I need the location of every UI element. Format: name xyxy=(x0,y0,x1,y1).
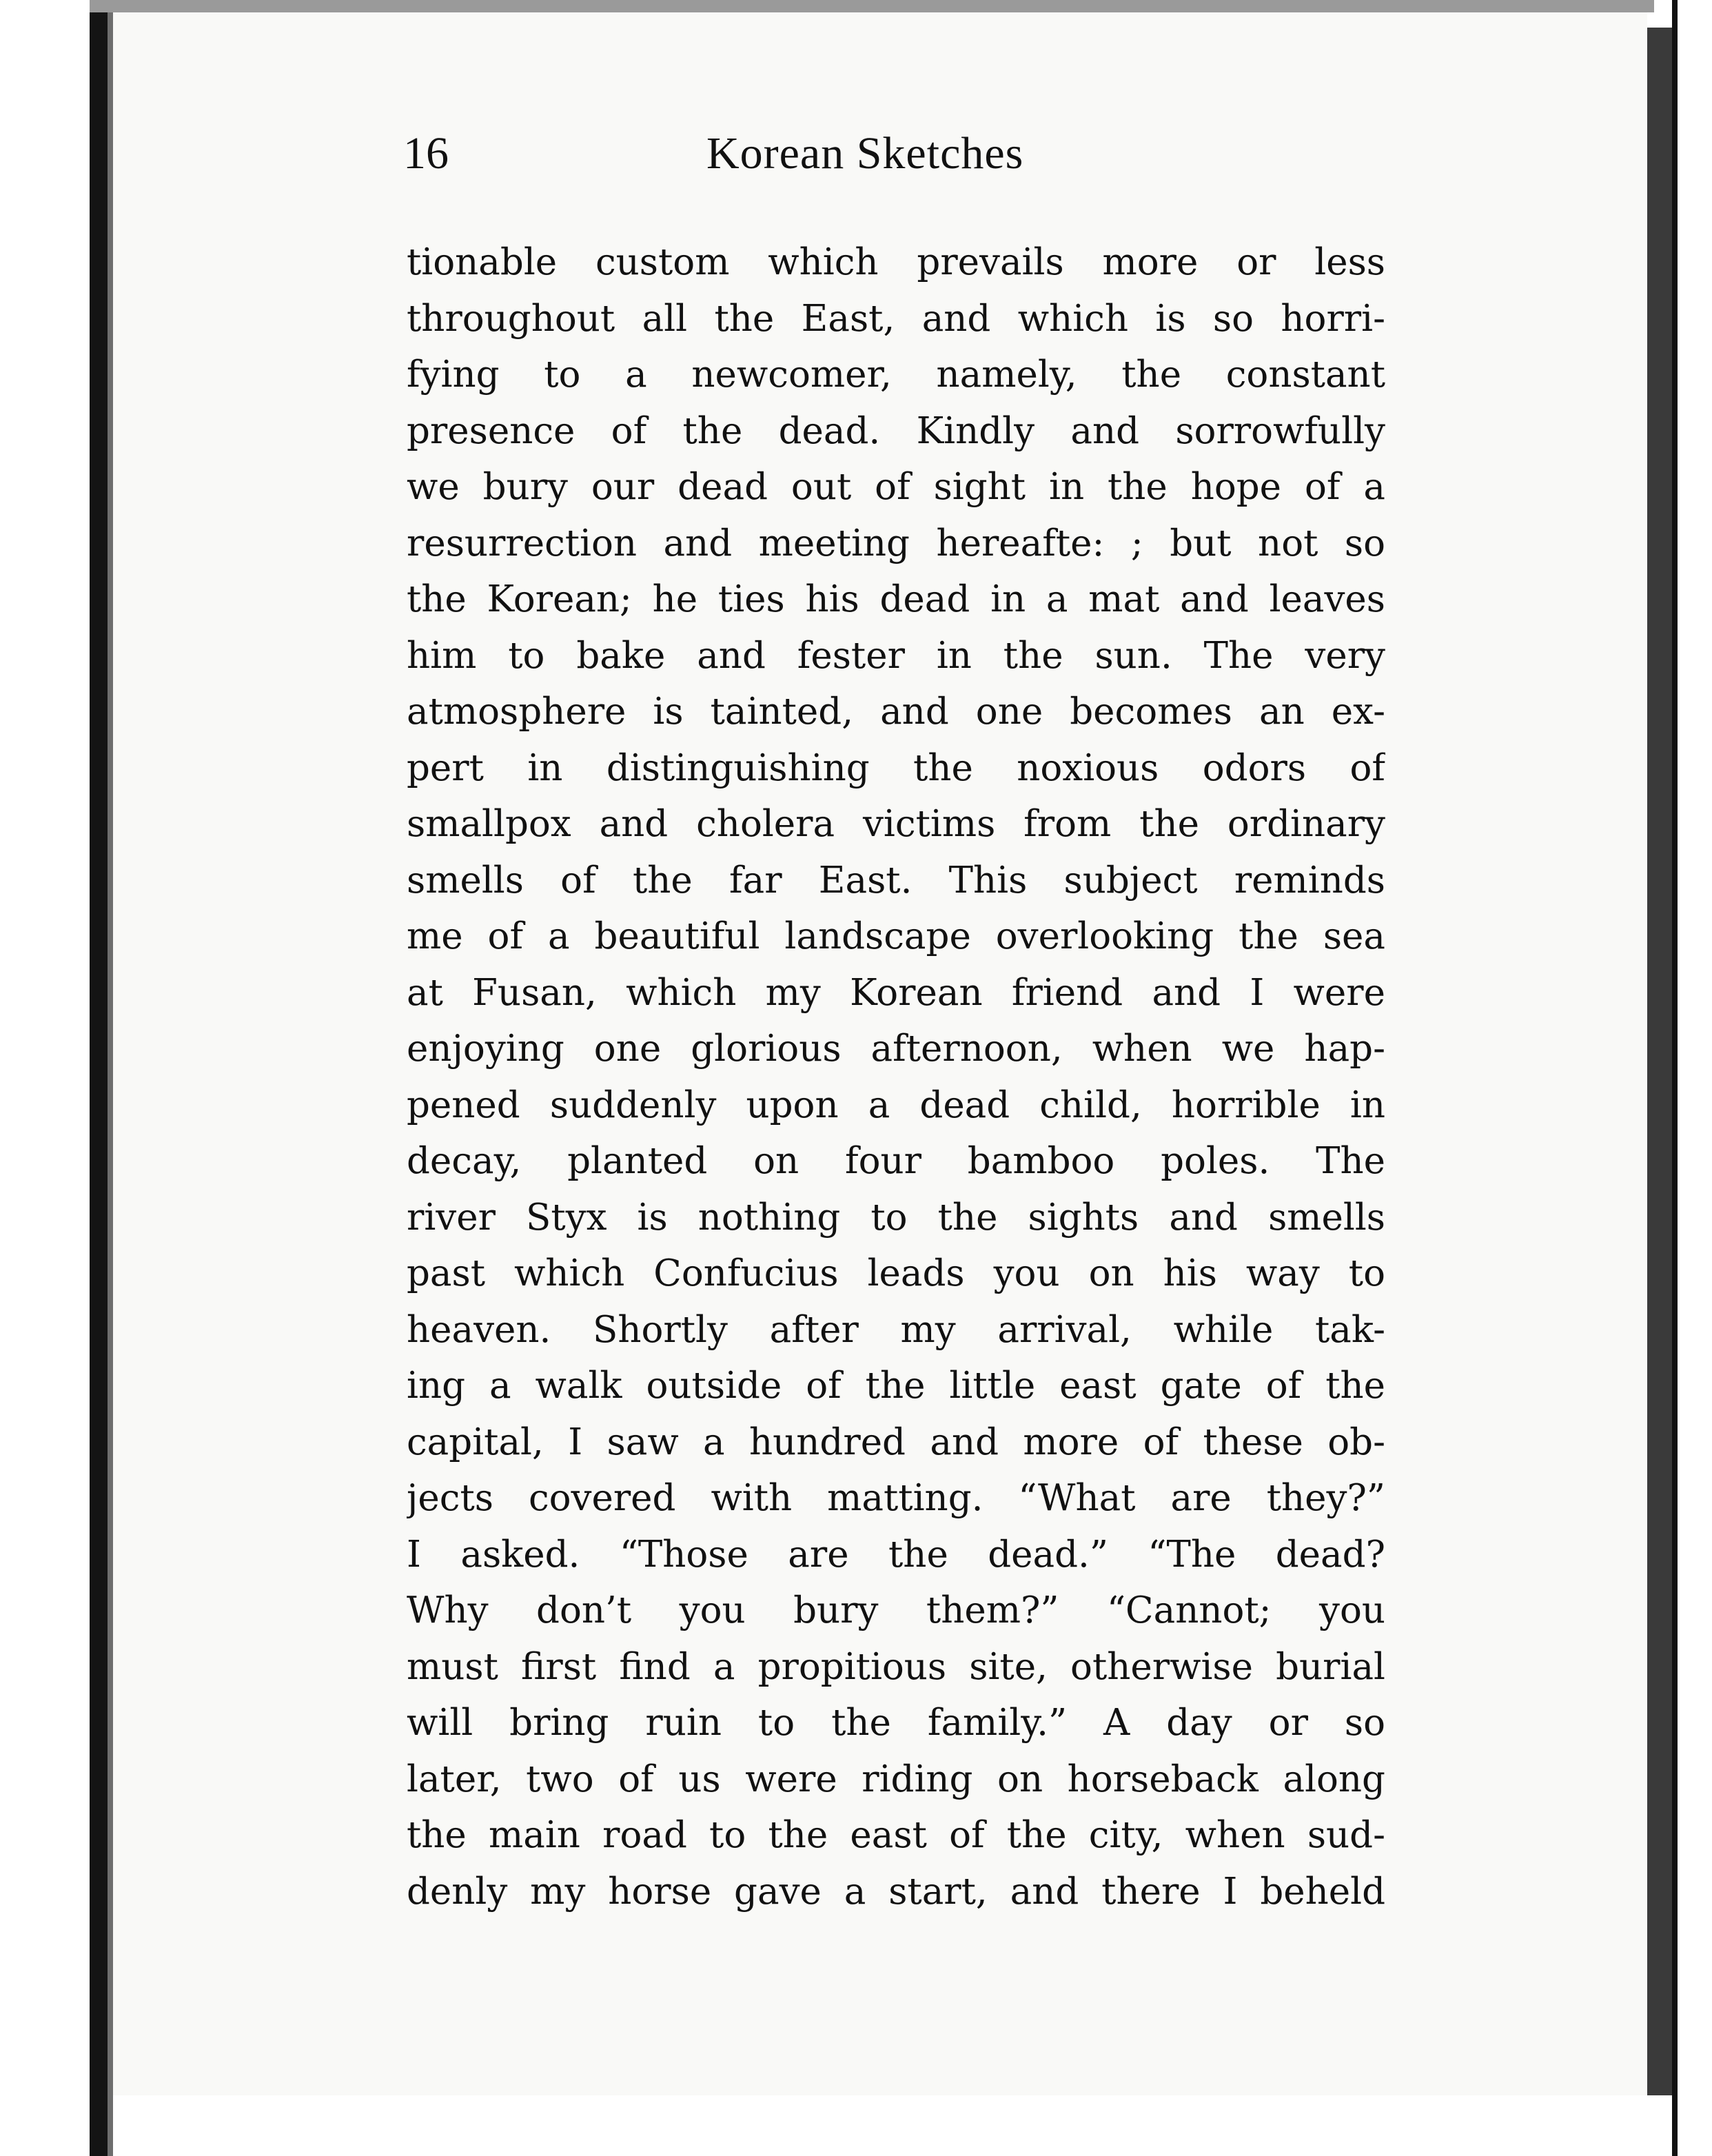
text-line: capital, I saw a hundred and more of these ob- xyxy=(407,1421,1385,1463)
text-line: Why don’t you bury them?” “Cannot; you xyxy=(407,1589,1385,1631)
text-line: decay, planted on four bamboo poles. The xyxy=(407,1140,1385,1182)
scan-border-right-edge xyxy=(1672,0,1712,2156)
text-line: the main road to the east of the city, when sud- xyxy=(407,1814,1385,1856)
scan-border-top xyxy=(90,0,1654,12)
page-number: 16 xyxy=(403,128,449,179)
body-text xyxy=(407,234,1385,1920)
text-line: enjoying one glorious afternoon, when we hap- xyxy=(407,1028,1385,1070)
scan-border-left xyxy=(90,0,108,2156)
text-line: will bring ruin to the family.” A day or so xyxy=(407,1702,1385,1744)
text-line: presence of the dead. Kindly and sorrowfully xyxy=(407,409,1385,452)
text-line: we bury our dead out of sight in the hope of a xyxy=(407,466,1385,508)
text-line: later, two of us were riding on horseback along xyxy=(407,1758,1385,1800)
text-line: must first find a propitious site, otherwise burial xyxy=(407,1645,1385,1688)
text-line: past which Confucius leads you on his way to xyxy=(407,1252,1385,1294)
text-line: smells of the far East. This subject reminds xyxy=(407,859,1385,902)
text-line: jects covered with matting. “What are they?” xyxy=(407,1477,1385,1519)
scan-border-right xyxy=(1647,28,1672,2095)
text-line: at Fusan, which my Korean friend and I were xyxy=(407,971,1385,1014)
text-line: fying to a newcomer, namely, the constant xyxy=(407,354,1385,396)
text-line: me of a beautiful landscape overlooking the sea xyxy=(407,915,1385,957)
text-line: smallpox and cholera victims from the ordinary xyxy=(407,803,1385,845)
text-line: denly my horse gave a start, and there I beheld xyxy=(407,1870,1385,1913)
text-line: the Korean; he ties his dead in a mat and leaves xyxy=(407,578,1385,620)
running-title: Korean Sketches xyxy=(706,128,1024,179)
text-line: pened suddenly upon a dead child, horrible in xyxy=(407,1084,1385,1126)
text-line: throughout all the East, and which is so horri- xyxy=(407,297,1385,340)
text-line: him to bake and fester in the sun. The very xyxy=(407,634,1385,677)
scan-border-left-shadow xyxy=(108,0,113,2156)
page-header xyxy=(403,128,1382,190)
text-line: pert in distinguishing the noxious odors of xyxy=(407,746,1385,789)
text-line: resurrection and meeting hereafte: ; but not so xyxy=(407,522,1385,565)
text-line: river Styx is nothing to the sights and smells xyxy=(407,1196,1385,1239)
text-line: atmosphere is tainted, and one becomes an ex- xyxy=(407,691,1385,733)
text-line: ing a walk outside of the little east gate of the xyxy=(407,1365,1385,1407)
text-line: heaven. Shortly after my arrival, while tak- xyxy=(407,1308,1385,1351)
text-line: I asked. “Those are the dead.” “The dead? xyxy=(407,1533,1385,1576)
text-line: tionable custom which prevails more or less xyxy=(407,241,1385,283)
